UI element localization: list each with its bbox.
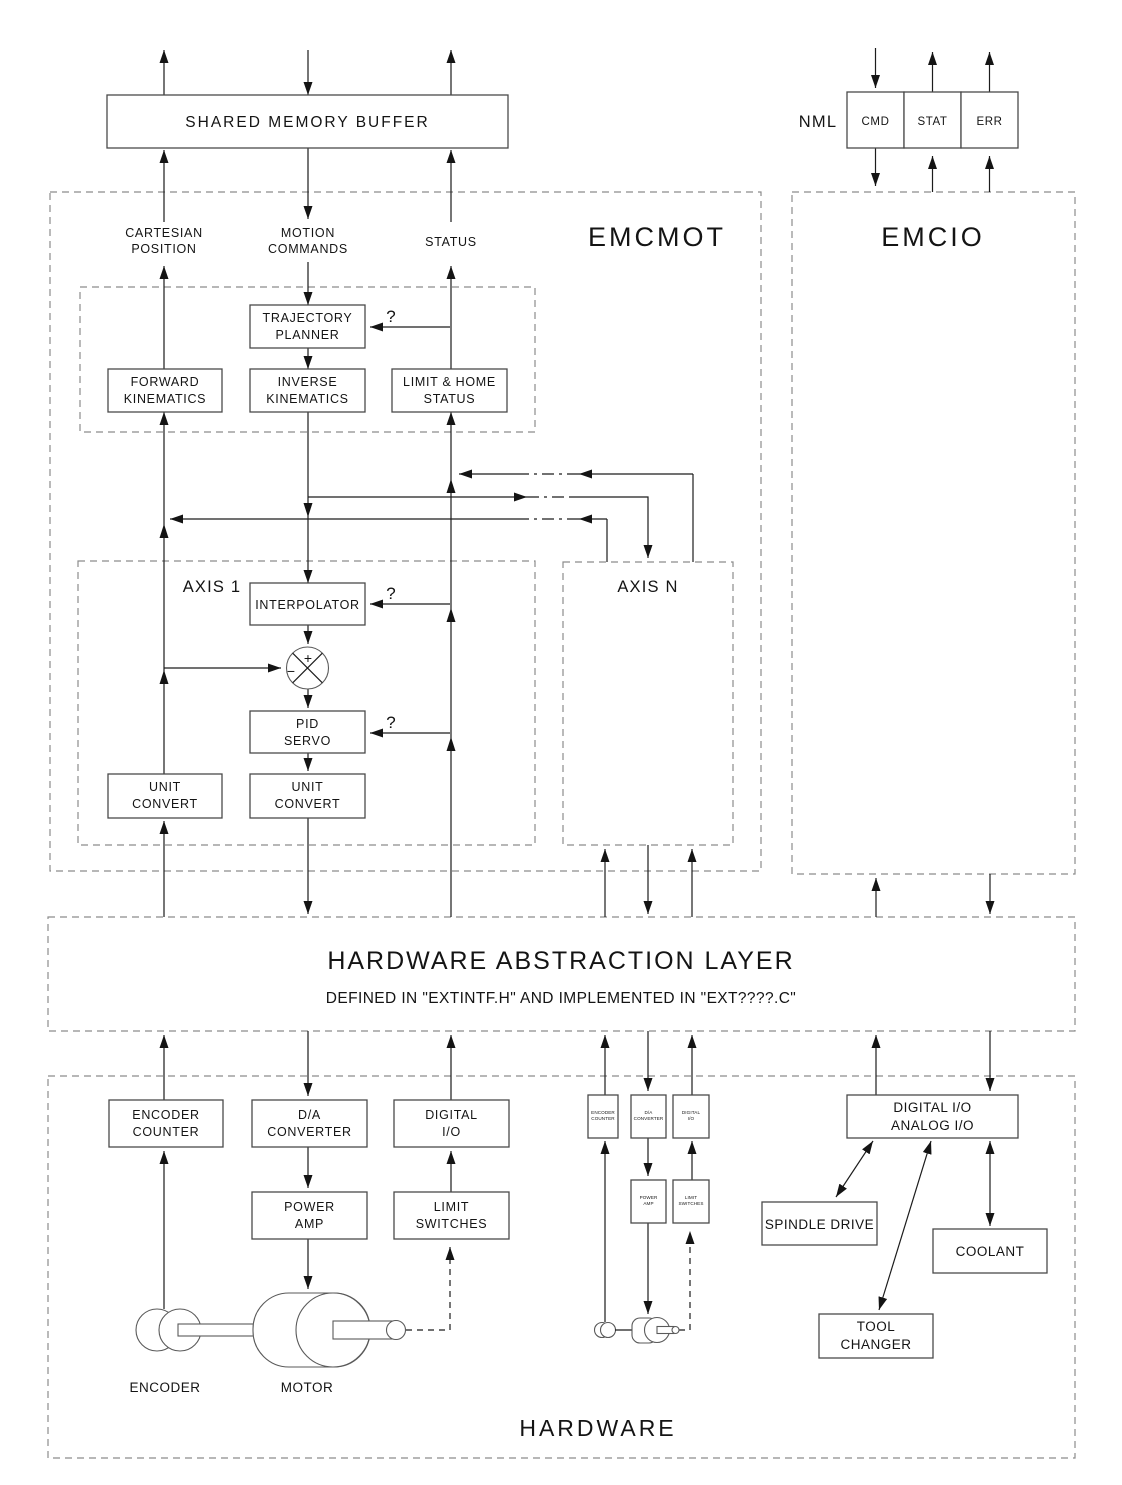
nml-label: NML: [798, 113, 838, 131]
svg-text:LIMIT & HOME: LIMIT & HOME: [403, 375, 496, 389]
inverse-kinematics-box: [250, 369, 365, 412]
limit-home-status-box: [392, 369, 507, 412]
nml-err-label: ERR: [976, 116, 1003, 128]
question-mark-pid: ?: [386, 713, 396, 732]
svg-text:AMP: AMP: [643, 1201, 654, 1206]
svg-text:ANALOG I/O: ANALOG I/O: [890, 1118, 975, 1133]
emcio-title: EMCIO: [881, 222, 985, 252]
svg-text:COMMANDS: COMMANDS: [268, 242, 348, 256]
svg-text:DIGITAL: DIGITAL: [681, 1110, 701, 1115]
digital-analog-io-box: [847, 1095, 1018, 1138]
svg-text:CONVERTER: CONVERTER: [267, 1125, 352, 1139]
nml-stat-label: STAT: [917, 116, 948, 128]
svg-text:KINEMATICS: KINEMATICS: [123, 392, 207, 406]
svg-text:LIMIT: LIMIT: [684, 1195, 698, 1200]
interpolator-box: [250, 583, 365, 625]
question-mark-interpolator: ?: [386, 584, 396, 603]
svg-text:COOLANT: COOLANT: [955, 1244, 1025, 1259]
svg-text:D/A: D/A: [644, 1110, 653, 1115]
svg-text:TOOL: TOOL: [856, 1319, 896, 1334]
nml-cmd-label: CMD: [861, 116, 890, 128]
svg-text:INTERPOLATOR: INTERPOLATOR: [255, 598, 360, 612]
motor-caption: MOTOR: [280, 1380, 334, 1395]
svg-text:DIGITAL: DIGITAL: [425, 1108, 478, 1122]
shared-memory-buffer-box: [107, 95, 508, 148]
svg-text:POWER: POWER: [639, 1195, 658, 1200]
svg-text:STATUS: STATUS: [423, 392, 476, 406]
svg-text:ENCODER: ENCODER: [591, 1110, 615, 1115]
trajectory-planner-box: [250, 305, 365, 348]
status-label: STATUS: [425, 235, 477, 249]
svg-text:COUNTER: COUNTER: [591, 1116, 615, 1121]
svg-text:SWITCHES: SWITCHES: [678, 1201, 704, 1206]
axis1-title: AXIS 1: [182, 578, 242, 596]
svg-text:TRAJECTORY: TRAJECTORY: [262, 311, 353, 325]
svg-text:SWITCHES: SWITCHES: [415, 1217, 488, 1231]
svg-text:KINEMATICS: KINEMATICS: [266, 392, 349, 406]
svg-text:POWER: POWER: [284, 1200, 335, 1214]
digital-io-box-small: [673, 1095, 709, 1138]
svg-text:CHANGER: CHANGER: [840, 1337, 912, 1352]
svg-text:D/A: D/A: [298, 1108, 321, 1122]
power-amp-box: [252, 1192, 367, 1239]
svg-text:UNIT: UNIT: [291, 780, 324, 794]
svg-text:SERVO: SERVO: [283, 734, 332, 748]
sum-minus-sign: −: [286, 663, 296, 679]
emcmot-container: [50, 192, 761, 871]
da-converter-box: [252, 1100, 367, 1147]
motion-commands-label: MOTION: [280, 226, 336, 240]
tool-changer-box: [819, 1314, 933, 1358]
encoder-counter-box: [109, 1100, 223, 1147]
unit-convert-output-box: [250, 774, 365, 818]
svg-text:PID: PID: [296, 717, 319, 731]
svg-text:CONVERTER: CONVERTER: [633, 1116, 664, 1121]
svg-text:CONVERT: CONVERT: [274, 797, 341, 811]
encoder-counter-box-small: [588, 1095, 618, 1138]
axisn-title: AXIS N: [617, 578, 679, 596]
motor-shaft-icon: [178, 1324, 255, 1336]
da-converter-box-small: [631, 1095, 666, 1138]
emcio-container: [792, 192, 1075, 874]
svg-text:CONVERT: CONVERT: [132, 797, 198, 811]
svg-text:I/O: I/O: [687, 1116, 695, 1121]
encoder-caption: ENCODER: [129, 1380, 201, 1395]
coolant-box: [933, 1229, 1047, 1273]
svg-text:ENCODER: ENCODER: [132, 1108, 200, 1122]
svg-text:I/O: I/O: [442, 1125, 461, 1139]
svg-text:SPINDLE DRIVE: SPINDLE DRIVE: [764, 1217, 875, 1232]
hardware-title: HARDWARE: [519, 1415, 677, 1441]
axisn-container: [563, 562, 733, 845]
svg-text:INVERSE: INVERSE: [277, 375, 338, 389]
summing-junction: [287, 647, 329, 689]
encoder-motor-drawing: [136, 1293, 406, 1367]
forward-kinematics-box: [108, 369, 222, 412]
svg-text:COUNTER: COUNTER: [132, 1125, 200, 1139]
spindle-drive-box: [762, 1202, 877, 1245]
cartesian-position-label: CARTESIAN: [125, 226, 203, 240]
hal-title: HARDWARE ABSTRACTION LAYER: [327, 947, 795, 975]
power-amp-box-small: [631, 1180, 666, 1223]
svg-text:DIGITAL I/O: DIGITAL I/O: [893, 1100, 972, 1115]
svg-text:PLANNER: PLANNER: [275, 328, 340, 342]
emcmot-title: EMCMOT: [588, 222, 726, 252]
limit-switches-box-small: [673, 1180, 709, 1223]
pid-servo-box: [250, 711, 365, 753]
digital-io-box: [394, 1100, 509, 1147]
svg-text:FORWARD: FORWARD: [130, 375, 200, 389]
hardware-captions: [129, 1380, 676, 1441]
hal-subtitle: DEFINED IN "EXTINTF.H" AND IMPLEMENTED IN "EXT????.C": [325, 990, 797, 1007]
signal-labels: [125, 226, 477, 256]
question-mark-trajectory: ?: [386, 307, 396, 326]
svg-text:AMP: AMP: [294, 1217, 325, 1231]
svg-text:UNIT: UNIT: [149, 780, 181, 794]
nml-channels: [799, 92, 1018, 148]
encoder-motor-drawing-small: [595, 1318, 680, 1344]
shared-memory-buffer-label: SHARED MEMORY BUFFER: [185, 114, 430, 131]
svg-text:LIMIT: LIMIT: [433, 1200, 470, 1214]
svg-text:POSITION: POSITION: [131, 242, 197, 256]
unit-convert-feedback-box: [108, 774, 222, 818]
sum-plus-sign: +: [303, 650, 313, 666]
limit-switches-box: [394, 1192, 509, 1239]
hal-titles: [326, 947, 796, 1007]
